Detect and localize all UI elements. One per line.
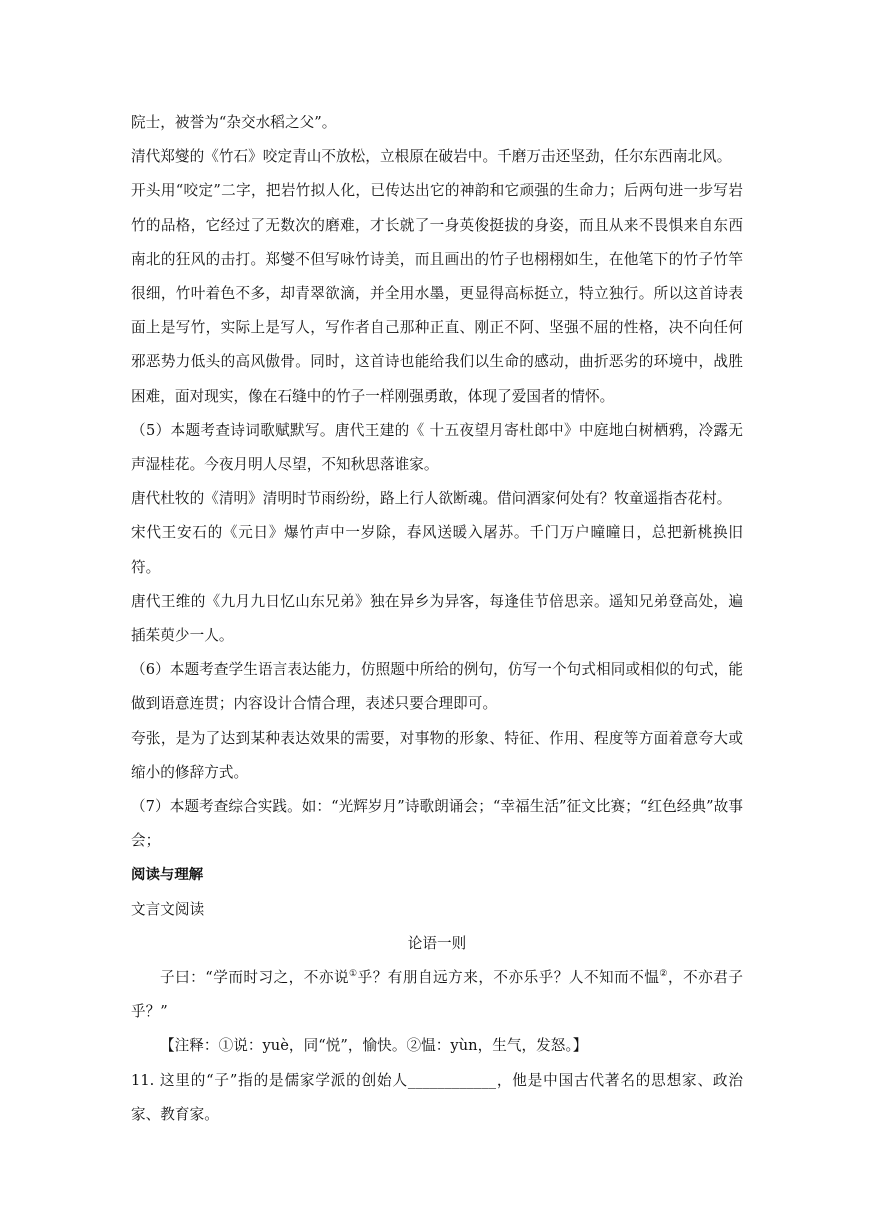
question-text: ，他是中国古代著名的思想家、政治家、教育家。 (131, 1071, 743, 1123)
section-heading: 阅读与理解 (131, 867, 204, 884)
passage-text-part: ，不亦君子乎？” (131, 969, 743, 1021)
poem-zhushi-line: 清代郑燮的《竹石》咬定青山不放松，立根原在破岩中。千磨万击还坚劲，任尔东西南北风。 (131, 148, 732, 166)
answer-7: （7）本题考查综合实践。如：“光辉岁月”诗歌朗诵会；“幸福生活”征文比赛；“红色经典”故事会； (131, 798, 743, 850)
zhushi-analysis: 开头用“咬定”二字，把岩竹拟人化，已传达出它的神韵和它顽强的生命力；后两句进一步写岩竹的品格，它经过了无数次的磨难，才长就了一身英俊挺拔的身姿，而且从来不畏惧来自东西南北的狂风的击打。郑燮不但写咏竹诗美，而且画出的竹子也栩栩如生，在他笔下的竹子竹竿很细，竹叶着色不多，却青翠欲滴，并全用水墨，更显得高标挺立，特立独行。所以这首诗表面上是写竹，实际上是写人，写作者自己那种正直、刚正不阿、坚强不屈的性格，决不向任何邪恶势力低头的高风傲骨。同时，这首诗也能给我们以生命的感动，曲折恶劣的环境中，战胜困难，面对现实，像在石缝中的竹子一样刚强勇敢，体现了爱国者的情怀。 (131, 182, 743, 405)
poem-qingming-line: 唐代杜牧的《清明》清明时节雨纷纷，路上行人欲断魂。借问酒家何处有？牧童遥指杏花村。 (131, 490, 732, 508)
passage-text-part: 子曰：“学而时习之，不亦说 (160, 969, 350, 987)
sub-heading: 文言文阅读 (131, 900, 205, 918)
answer-5: （5）本题考查诗词歌赋默写。唐代王建的《 十五夜望月寄杜郎中》中庭地白树栖鸦，冷露无声湿桂花。今夜月明人尽望，不知秋思落谁家。 (131, 421, 743, 474)
passage-note: 【注释：①说：yuè，同“悦”，愉快。②愠：yùn，生气，发怒。】 (160, 1037, 588, 1055)
question-number: 11. (131, 1071, 155, 1089)
exaggeration-definition: 夸张，是为了达到某种表达效果的需要，对事物的形象、特征、作用、程度等方面着意夸大或缩小的修辞方式。 (131, 729, 743, 781)
passage-title: 论语一则 (407, 934, 467, 952)
answer-blank: ____________ (407, 1071, 497, 1089)
poem-jiuyue-line: 唐代王维的《九月九日忆山东兄弟》独在异乡为异客，每逢佳节倍思亲。遥知兄弟登高处，遍插茱萸少一人。 (131, 592, 743, 645)
poem-yuanri-line: 宋代王安石的《元日》爆竹声中一岁除，春风送暖入屠苏。千门万户曈曈日，总把新桃换旧符。 (131, 524, 743, 576)
document-body (131, 106, 743, 1132)
passage-text (131, 961, 743, 1029)
footnote-marker: ① (349, 969, 358, 980)
footnote-marker: ② (659, 969, 668, 980)
question-11 (131, 1064, 743, 1132)
passage-text-part: 乎？有朋自远方来，不亦乐乎？人不知而不愠 (357, 969, 660, 987)
question-text: 这里的“子”指的是儒家学派的创始人 (154, 1071, 408, 1089)
answer-6: （6）本题考查学生语言表达能力，仿照题中所给的例句，仿写一个句式相同或相似的句式，能做到语意连贯；内容设计合情合理，表述只要合理即可。 (131, 661, 743, 713)
text-line: 院士，被誉为“杂交水稻之父”。 (131, 114, 337, 131)
